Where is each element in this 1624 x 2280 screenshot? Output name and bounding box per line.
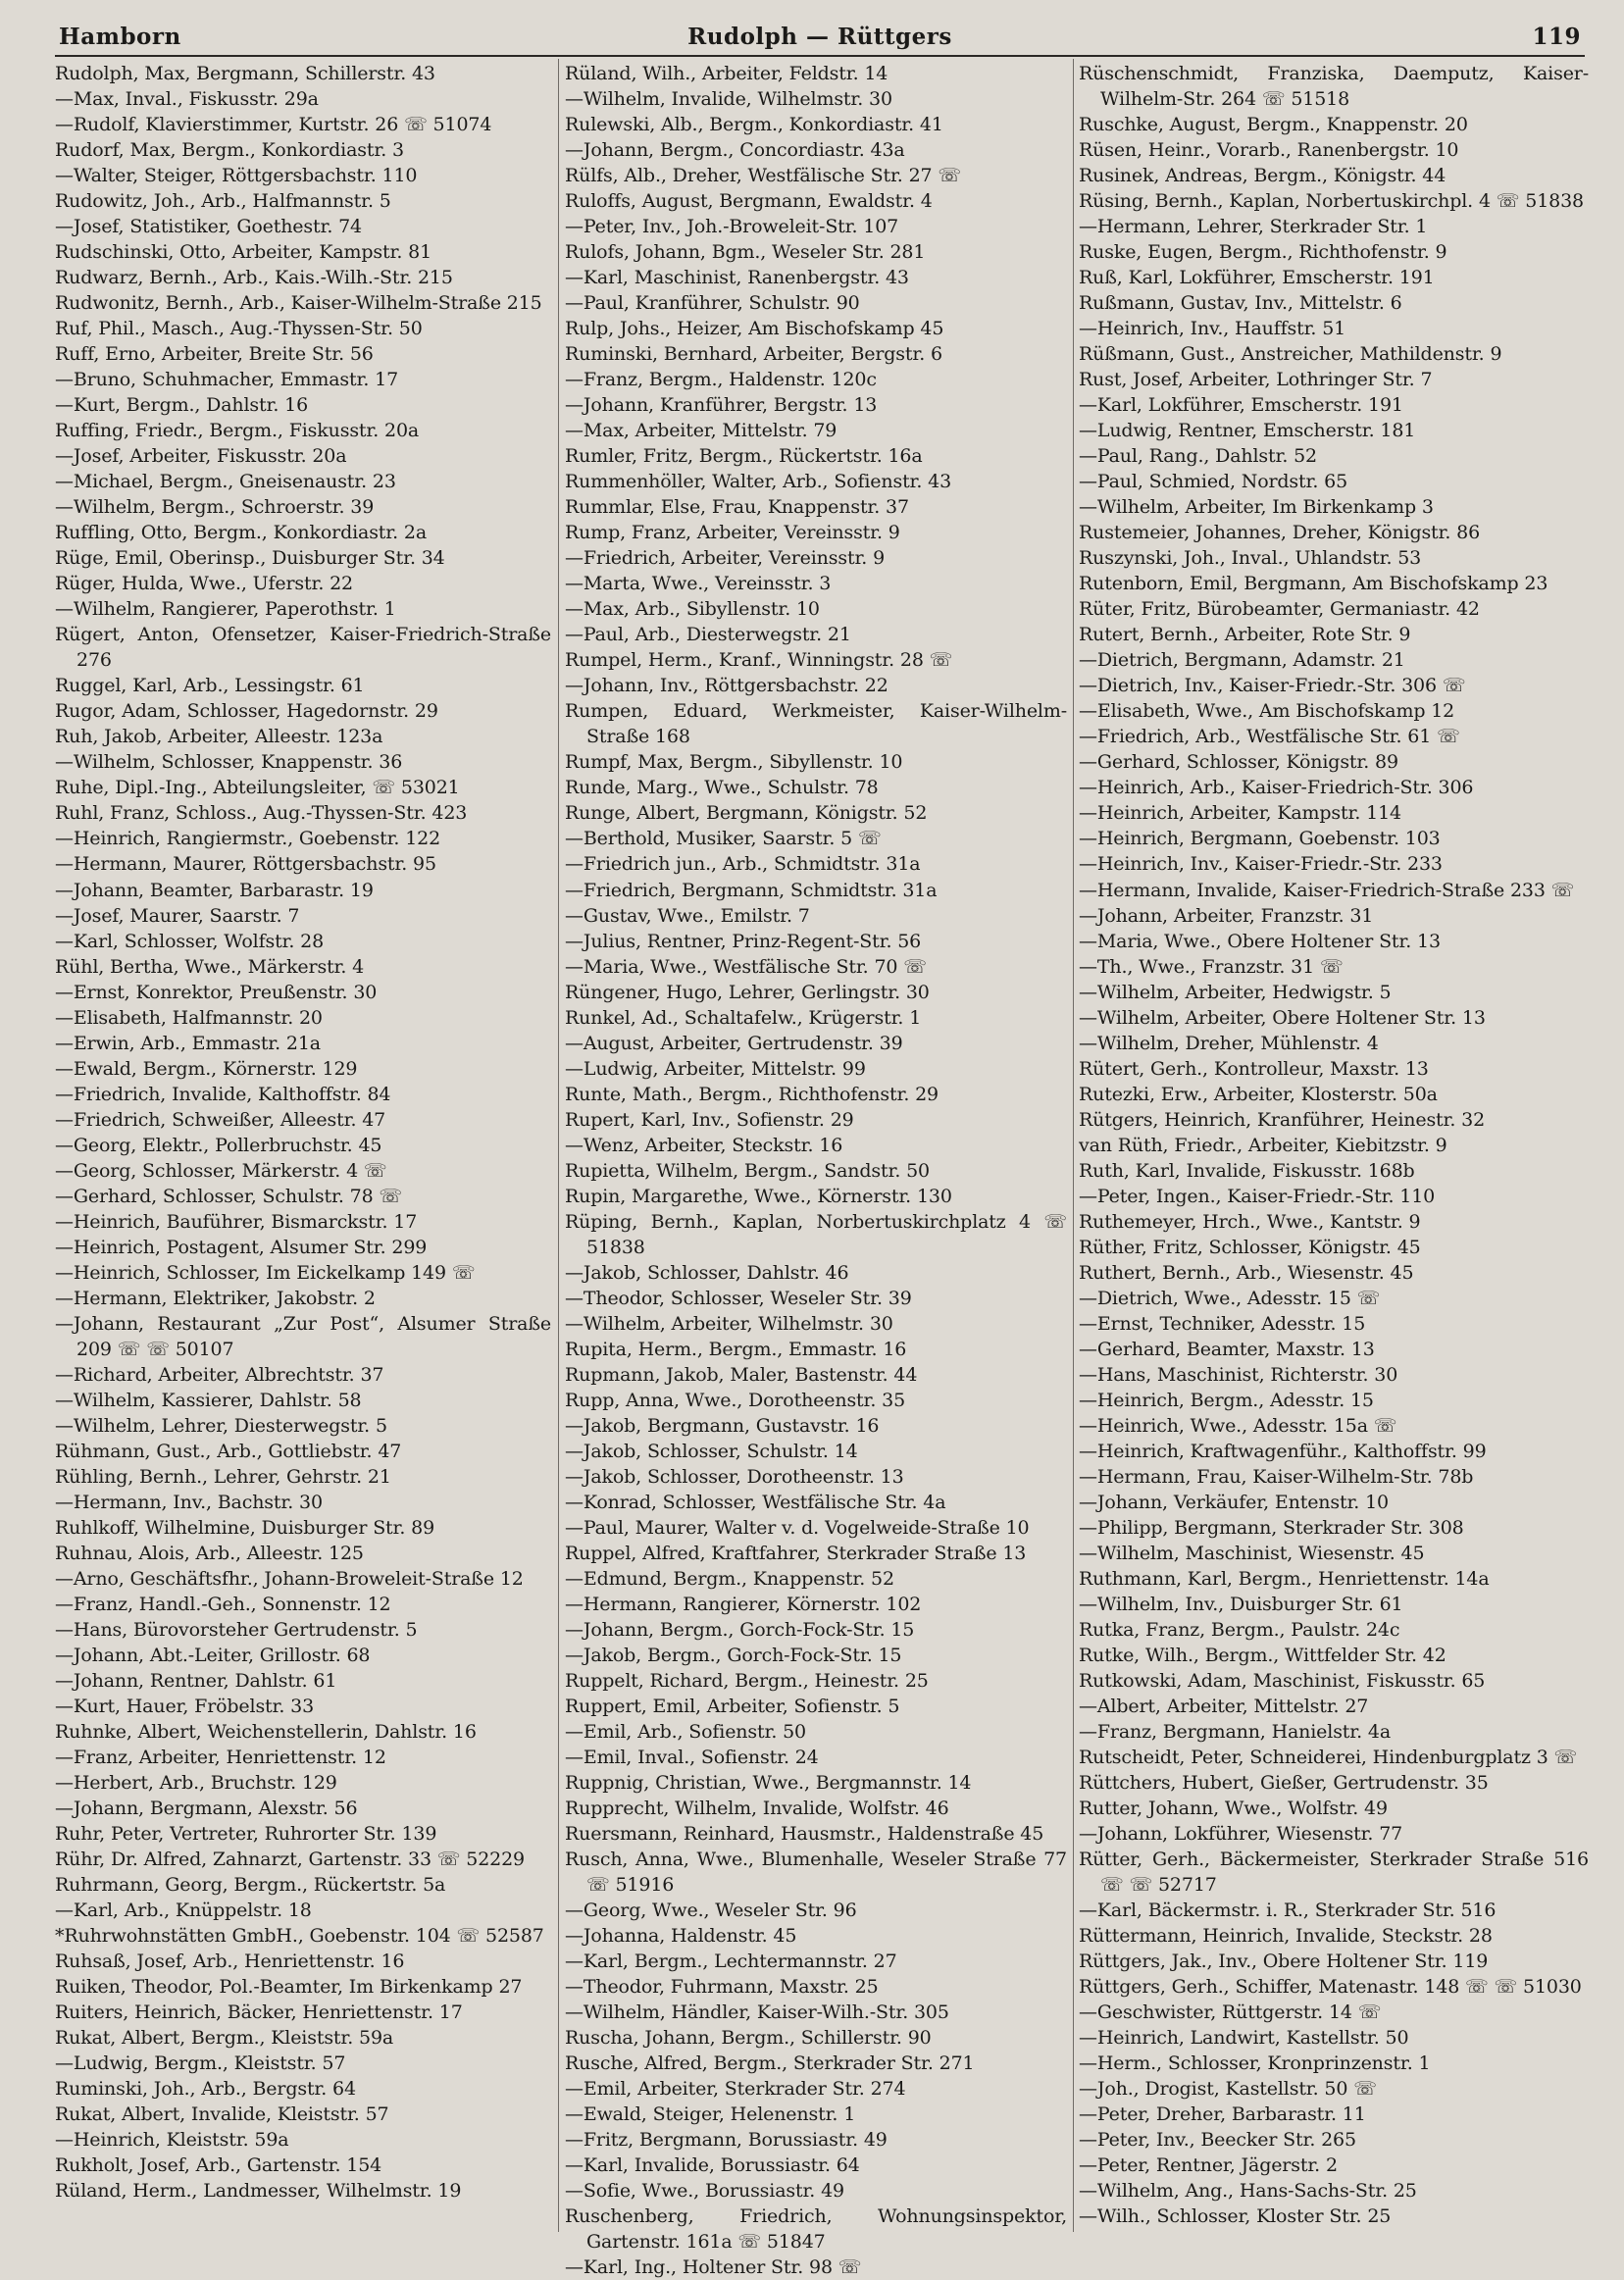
directory-entry: Rupmann, Jakob, Maler, Bastenstr. 44 — [565, 1363, 918, 1386]
directory-entry: —Johann, Bergm., Concordiastr. 43a — [565, 139, 905, 162]
directory-entry: —Karl, Bäckermstr. i. R., Sterkrader Str. 516 — [1079, 1900, 1497, 1922]
directory-entry: Ruhr, Peter, Vertreter, Ruhrorter Str. 139 — [55, 1823, 437, 1846]
directory-entry: —Hermann, Invalide, Kaiser-Friedrich-Straße 233 ☏ — [1079, 879, 1575, 901]
directory-entry: Rulp, Johs., Heizer, Am Bischofskamp 45 — [565, 318, 944, 340]
directory-entry: —Herm., Schlosser, Kronprinzenstr. 1 — [1079, 2052, 1431, 2075]
directory-entry: —Wilhelm, Händler, Kaiser-Wilh.-Str. 305 — [565, 2001, 949, 2024]
directory-entry: Rukholt, Josef, Arb., Gartenstr. 154 — [55, 2154, 382, 2177]
directory-entry: —Wilhelm, Arbeiter, Hedwigstr. 5 — [1079, 981, 1392, 1003]
directory-entry: Rulofs, Johann, Bgm., Weseler Str. 281 — [565, 241, 926, 264]
directory-entry: —Johann, Restaurant „Zur Post“, Alsumer Straße 209 ☏ ☏ 50107 — [55, 1312, 551, 1360]
directory-entry: Rüttchers, Hubert, Gießer, Gertrudenstr. 35 — [1079, 1772, 1489, 1795]
directory-entry: Ruminski, Joh., Arb., Bergstr. 64 — [55, 2078, 356, 2101]
directory-entry: Rüttermann, Heinrich, Invalide, Steckstr. 28 — [1079, 1925, 1493, 1948]
directory-entry: —Ernst, Konrektor, Preußenstr. 30 — [55, 981, 378, 1003]
directory-entry: —Hermann, Elektriker, Jakobstr. 2 — [55, 1287, 376, 1309]
directory-entry: —Richard, Arbeiter, Albrechtstr. 37 — [55, 1363, 384, 1386]
directory-entry: —Johanna, Haldenstr. 45 — [565, 1925, 797, 1948]
directory-entry: —Johann, Bergm., Gorch-Fock-Str. 15 — [565, 1618, 915, 1641]
directory-entry: —Wilh., Schlosser, Kloster Str. 25 — [1079, 2205, 1392, 2228]
directory-entry: Rüschenschmidt, Franziska, Daemputz, Kaiser-Wilhelm-Str. 264 ☏ 51518 — [1079, 63, 1589, 111]
running-head-name-range: Rudolph — Rüttgers — [687, 24, 952, 50]
directory-entry: Rüther, Fritz, Schlosser, Königstr. 45 — [1079, 1236, 1421, 1258]
directory-entry: —Gustav, Wwe., Emilstr. 7 — [565, 904, 810, 927]
directory-entry: —Dietrich, Bergmann, Adamstr. 21 — [1079, 649, 1405, 672]
directory-entry: —Jakob, Schlosser, Schulstr. 14 — [565, 1440, 858, 1462]
directory-entry: —Heinrich, Bergm., Adesstr. 15 — [1079, 1389, 1374, 1411]
directory-entry: —Johann, Beamter, Barbarastr. 19 — [55, 879, 374, 901]
directory-entry: —Dietrich, Wwe., Adesstr. 15 ☏ — [1079, 1287, 1381, 1309]
directory-entry: —Karl, Bergm., Lechtermannstr. 27 — [565, 1951, 897, 1973]
directory-entry: Rutenborn, Emil, Bergmann, Am Bischofskamp 23 — [1079, 573, 1548, 595]
directory-entry: Rüttgers, Jak., Inv., Obere Holtener Str. 119 — [1079, 1951, 1489, 1973]
directory-entry: Rutscheidt, Peter, Schneiderei, Hindenburgplatz 3 ☏ — [1079, 1747, 1578, 1769]
directory-entry: —Wilhelm, Rangierer, Paperothstr. 1 — [55, 598, 396, 621]
directory-entry: —Emil, Arbeiter, Sterkrader Str. 274 — [565, 2078, 906, 2101]
directory-entry: —Hermann, Lehrer, Sterkrader Str. 1 — [1079, 216, 1428, 238]
directory-entry: —Josef, Statistiker, Goethestr. 74 — [55, 216, 362, 238]
directory-entry: Rütgers, Heinrich, Kranführer, Heinestr. 32 — [1079, 1108, 1486, 1131]
directory-entry: Rüping, Bernh., Kaplan, Norbertuskirchplatz 4 ☏ 51838 — [565, 1210, 1067, 1258]
directory-entry: —Elisabeth, Wwe., Am Bischofskamp 12 — [1079, 700, 1455, 723]
directory-entry: Rutezki, Erw., Arbeiter, Klosterstr. 50a — [1079, 1083, 1438, 1105]
directory-entry: Rutkowski, Adam, Maschinist, Fiskusstr. 65 — [1079, 1669, 1486, 1692]
directory-entry: Ruß, Karl, Lokführer, Emscherstr. 191 — [1079, 267, 1435, 289]
directory-entry: —Heinrich, Bergmann, Goebenstr. 103 — [1079, 828, 1441, 850]
directory-entry: —Gerhard, Beamter, Maxstr. 13 — [1079, 1338, 1375, 1360]
directory-entry: —Maria, Wwe., Obere Holtener Str. 13 — [1079, 930, 1441, 952]
directory-entry: —Marta, Wwe., Vereinsstr. 3 — [565, 573, 832, 595]
directory-entry: Ruh, Jakob, Arbeiter, Alleestr. 123a — [55, 726, 383, 748]
directory-entry: —Wilhelm, Arbeiter, Im Birkenkamp 3 — [1079, 496, 1434, 519]
directory-entry: —Franz, Bergm., Haldenstr. 120c — [565, 369, 877, 391]
directory-entry: —Geschwister, Rüttgerstr. 14 ☏ — [1079, 2001, 1382, 2024]
directory-entry: Ruhlkoff, Wilhelmine, Duisburger Str. 89 — [55, 1516, 435, 1539]
directory-entry: —Wilhelm, Ang., Hans-Sachs-Str. 25 — [1079, 2180, 1417, 2203]
directory-entry: —Julius, Rentner, Prinz-Regent-Str. 56 — [565, 930, 922, 952]
directory-entry: —Hans, Maschinist, Richterstr. 30 — [1079, 1363, 1398, 1386]
directory-entry: —Karl, Lokführer, Emscherstr. 191 — [1079, 394, 1403, 417]
column-divider — [1073, 59, 1074, 2232]
directory-entry: —Johann, Lokführer, Wiesenstr. 77 — [1079, 1823, 1403, 1846]
directory-entry: —Jakob, Bergm., Gorch-Fock-Str. 15 — [565, 1644, 902, 1666]
directory-entry: —Georg, Schlosser, Märkerstr. 4 ☏ — [55, 1159, 387, 1182]
column-divider — [558, 59, 559, 2232]
running-head-location: Hamborn — [59, 24, 181, 50]
directory-entry: Ruthmann, Karl, Bergm., Henriettenstr. 14a — [1079, 1567, 1490, 1590]
directory-entry: —Heinrich, Inv., Hauffstr. 51 — [1079, 318, 1346, 340]
directory-entry: —Heinrich, Inv., Kaiser-Friedr.-Str. 233 — [1079, 853, 1443, 876]
directory-entry: Ruhe, Dipl.-Ing., Abteilungsleiter, ☏ 53021 — [55, 777, 460, 799]
directory-entry: —Georg, Elektr., Pollerbruchstr. 45 — [55, 1134, 382, 1156]
directory-entry: Rugor, Adam, Schlosser, Hagedornstr. 29 — [55, 700, 438, 723]
directory-entry: Rudwarz, Bernh., Arb., Kais.-Wilh.-Str. 215 — [55, 267, 453, 289]
directory-entry: —Jakob, Bergmann, Gustavstr. 16 — [565, 1414, 880, 1437]
directory-entry: —Theodor, Schlosser, Weseler Str. 39 — [565, 1287, 912, 1309]
directory-entry: —Wilhelm, Maschinist, Wiesenstr. 45 — [1079, 1542, 1425, 1564]
directory-entry: Rumpen, Eduard, Werkmeister, Kaiser-Wilhelm-Straße 168 — [565, 700, 1067, 748]
directory-entry: —Georg, Wwe., Weseler Str. 96 — [565, 1900, 857, 1922]
directory-entry: Runde, Marg., Wwe., Schulstr. 78 — [565, 777, 879, 799]
directory-entry: —Heinrich, Schlosser, Im Eickelkamp 149 ☏ — [55, 1261, 476, 1284]
directory-entry: —Joh., Drogist, Kastellstr. 50 ☏ — [1079, 2078, 1377, 2101]
directory-entry: Rudwonitz, Bernh., Arb., Kaiser-Wilhelm-Straße 215 — [55, 292, 542, 315]
directory-entry: —Paul, Rang., Dahlstr. 52 — [1079, 445, 1317, 468]
directory-entry: —Kurt, Hauer, Fröbelstr. 33 — [55, 1696, 315, 1717]
directory-entry: —Paul, Schmied, Nordstr. 65 — [1079, 471, 1348, 493]
directory-entry: Ruppelt, Richard, Bergm., Heinestr. 25 — [565, 1669, 929, 1692]
directory-entry: Rulewski, Alb., Bergm., Konkordiastr. 41 — [565, 114, 943, 136]
directory-entry: Rüsen, Heinr., Vorarb., Ranenbergstr. 10 — [1079, 139, 1459, 162]
directory-entry: —Johann, Bergmann, Alexstr. 56 — [55, 1798, 358, 1820]
directory-entry: —Johann, Arbeiter, Franzstr. 31 — [1079, 904, 1374, 927]
directory-entry: —Theodor, Fuhrmann, Maxstr. 25 — [565, 1976, 879, 1999]
directory-entry: —Wilhelm, Dreher, Mühlenstr. 4 — [1079, 1032, 1379, 1054]
directory-entry: —Erwin, Arb., Emmastr. 21a — [55, 1032, 321, 1054]
directory-entry: Rüland, Wilh., Arbeiter, Feldstr. 14 — [565, 63, 888, 84]
directory-entry: —Ludwig, Rentner, Emscherstr. 181 — [1079, 420, 1416, 442]
directory-entry: —Paul, Kranführer, Schulstr. 90 — [565, 292, 860, 315]
directory-entry: Rüger, Hulda, Wwe., Uferstr. 22 — [55, 573, 353, 595]
directory-entry: —Franz, Arbeiter, Henriettenstr. 12 — [55, 1747, 386, 1769]
directory-entry: —Heinrich, Kleiststr. 59a — [55, 2129, 289, 2152]
directory-entry: Ruffling, Otto, Bergm., Konkordiastr. 2a — [55, 522, 428, 544]
directory-entry: —Albert, Arbeiter, Mittelstr. 27 — [1079, 1696, 1369, 1717]
directory-entry: —Friedrich, Arbeiter, Vereinsstr. 9 — [565, 547, 886, 570]
directory-entry: —Friedrich, Bergmann, Schmidtstr. 31a — [565, 879, 938, 901]
directory-entry: Rumpf, Max, Bergm., Sibyllenstr. 10 — [565, 751, 903, 774]
directory-entry: Ruminski, Bernhard, Arbeiter, Bergstr. 6 — [565, 343, 942, 366]
directory-entry: —Wilhelm, Kassierer, Dahlstr. 58 — [55, 1389, 362, 1411]
directory-entry: —Wenz, Arbeiter, Steckstr. 16 — [565, 1134, 843, 1156]
directory-entry: —Johann, Abt.-Leiter, Grillostr. 68 — [55, 1644, 371, 1666]
directory-entry: Rühr, Dr. Alfred, Zahnarzt, Gartenstr. 33 ☏ 52229 — [55, 1849, 525, 1871]
directory-entry: Ruloffs, August, Bergmann, Ewaldstr. 4 — [565, 190, 933, 213]
directory-entry: —Karl, Ing., Holtener Str. 98 ☏ — [565, 2256, 862, 2279]
directory-entry: —Karl, Maschinist, Ranenbergstr. 43 — [565, 267, 909, 289]
directory-entry: —Herbert, Arb., Bruchstr. 129 — [55, 1772, 337, 1795]
directory-entry: —Max, Arbeiter, Mittelstr. 79 — [565, 420, 837, 442]
directory-entry: —Hermann, Rangierer, Körnerstr. 102 — [565, 1593, 922, 1615]
directory-entry: —Peter, Inv., Beecker Str. 265 — [1079, 2129, 1356, 2152]
directory-entry: Rump, Franz, Arbeiter, Vereinsstr. 9 — [565, 522, 900, 544]
directory-entry: —Wilhelm, Schlosser, Knappenstr. 36 — [55, 751, 403, 774]
directory-entry: —Max, Inval., Fiskusstr. 29a — [55, 88, 319, 111]
directory-entry: Rusche, Alfred, Bergm., Sterkrader Str. 271 — [565, 2052, 975, 2075]
directory-entry: Ruhl, Franz, Schloss., Aug.-Thyssen-Str. 423 — [55, 802, 468, 825]
directory-entry: Ruth, Karl, Invalide, Fiskusstr. 168b — [1079, 1159, 1415, 1182]
directory-entry: Ruff, Erno, Arbeiter, Breite Str. 56 — [55, 343, 374, 366]
directory-entry: —Hans, Bürovorsteher Gertrudenstr. 5 — [55, 1618, 418, 1641]
directory-entry: Ruppert, Emil, Arbeiter, Sofienstr. 5 — [565, 1696, 900, 1717]
directory-entry: Rukat, Albert, Bergm., Kleiststr. 59a — [55, 2027, 394, 2050]
directory-entry: Rußmann, Gustav, Inv., Mittelstr. 6 — [1079, 292, 1402, 315]
directory-entry: —Elisabeth, Halfmannstr. 20 — [55, 1006, 323, 1029]
directory-entry: —Wilhelm, Arbeiter, Obere Holtener Str. 13 — [1079, 1006, 1486, 1029]
directory-entry: Ruske, Eugen, Bergm., Richthofenstr. 9 — [1079, 241, 1447, 264]
directory-entry: Rusinek, Andreas, Bergm., Königstr. 44 — [1079, 165, 1446, 187]
directory-entry: —Rudolf, Klavierstimmer, Kurtstr. 26 ☏ 51074 — [55, 114, 492, 136]
directory-entry: Rüland, Herm., Landmesser, Wilhelmstr. 19 — [55, 2180, 462, 2203]
directory-entry: —Ludwig, Bergm., Kleiststr. 57 — [55, 2052, 346, 2075]
page-number: 119 — [1532, 24, 1581, 50]
directory-entry: —Max, Arb., Sibyllenstr. 10 — [565, 598, 820, 621]
directory-entry: Rüttgers, Gerh., Schiffer, Matenastr. 148 ☏ ☏ 51030 — [1079, 1976, 1582, 1999]
directory-entry: Rüter, Fritz, Bürobeamter, Germaniastr. 42 — [1079, 598, 1480, 621]
directory-entry: —Hermann, Inv., Bachstr. 30 — [55, 1491, 323, 1513]
directory-entry: Rülfs, Alb., Dreher, Westfälische Str. 27 ☏ — [565, 165, 961, 187]
directory-entry: Ruggel, Karl, Arb., Lessingstr. 61 — [55, 675, 365, 697]
directory-entry: —Wilhelm, Lehrer, Diesterwegstr. 5 — [55, 1414, 387, 1437]
directory-entry: —Karl, Invalide, Borussiastr. 64 — [565, 2154, 860, 2177]
directory-column-right — [1079, 61, 1589, 2230]
directory-entry: —Emil, Inval., Sofienstr. 24 — [565, 1747, 819, 1769]
directory-entry: —Th., Wwe., Franzstr. 31 ☏ — [1079, 955, 1344, 978]
directory-entry: Rudolph, Max, Bergmann, Schillerstr. 43 — [55, 63, 435, 84]
directory-column-left — [55, 61, 551, 2230]
directory-entry: —Peter, Inv., Joh.-Broweleit-Str. 107 — [565, 216, 899, 238]
directory-entry: —Sofie, Wwe., Borussiastr. 49 — [565, 2180, 844, 2203]
directory-entry: Rühmann, Gust., Arb., Gottliebstr. 47 — [55, 1440, 402, 1462]
directory-entry: Rusch, Anna, Wwe., Blumenhalle, Weseler Straße 77 ☏ 51916 — [565, 1849, 1067, 1897]
directory-entry: —Gerhard, Schlosser, Schulstr. 78 ☏ — [55, 1185, 403, 1207]
directory-entry: Rütter, Gerh., Bäckermeister, Sterkrader Straße 516 ☏ ☏ 52717 — [1079, 1849, 1589, 1897]
directory-entry: —Gerhard, Schlosser, Königstr. 89 — [1079, 751, 1398, 774]
directory-entry: —Wilhelm, Inv., Duisburger Str. 61 — [1079, 1593, 1403, 1615]
directory-entry: —Heinrich, Arb., Kaiser-Friedrich-Str. 306 — [1079, 777, 1474, 799]
directory-entry: Rudowitz, Joh., Arb., Halfmannstr. 5 — [55, 190, 391, 213]
directory-entry: —Arno, Geschäftsfhr., Johann-Broweleit-Straße 12 — [55, 1567, 524, 1590]
directory-entry: —Peter, Rentner, Jägerstr. 2 — [1079, 2154, 1338, 2177]
directory-entry: —Heinrich, Landwirt, Kastellstr. 50 — [1079, 2027, 1409, 2050]
directory-entry: Ruffing, Friedr., Bergm., Fiskusstr. 20a — [55, 420, 420, 442]
directory-entry: —Emil, Arb., Sofienstr. 50 — [565, 1721, 806, 1744]
directory-entry: —Peter, Dreher, Barbarastr. 11 — [1079, 2103, 1366, 2126]
directory-entry: —Josef, Maurer, Saarstr. 7 — [55, 904, 300, 927]
directory-entry: —Ewald, Bergm., Körnerstr. 129 — [55, 1057, 358, 1080]
directory-entry: Rüngener, Hugo, Lehrer, Gerlingstr. 30 — [565, 981, 930, 1003]
directory-entry: Rüsing, Bernh., Kaplan, Norbertuskirchpl. 4 ☏ 51838 — [1079, 190, 1584, 213]
directory-entry: —Walter, Steiger, Röttgersbachstr. 110 — [55, 165, 418, 187]
directory-entry: —Friedrich, Invalide, Kalthoffstr. 84 — [55, 1083, 391, 1105]
directory-entry: —Franz, Handl.-Geh., Sonnenstr. 12 — [55, 1593, 391, 1615]
directory-entry: van Rüth, Friedr., Arbeiter, Kiebitzstr. 9 — [1079, 1134, 1447, 1156]
directory-entry: —Paul, Maurer, Walter v. d. Vogelweide-Straße 10 — [565, 1516, 1030, 1539]
directory-entry: —Heinrich, Postagent, Alsumer Str. 299 — [55, 1236, 428, 1258]
directory-entry: —Jakob, Schlosser, Dorotheenstr. 13 — [565, 1465, 904, 1488]
directory-entry: —Ewald, Steiger, Helenenstr. 1 — [565, 2103, 856, 2126]
directory-entry: Rupp, Anna, Wwe., Dorotheenstr. 35 — [565, 1389, 906, 1411]
directory-entry: —Karl, Arb., Knüppelstr. 18 — [55, 1900, 312, 1922]
directory-entry: Rudorf, Max, Bergm., Konkordiastr. 3 — [55, 139, 404, 162]
directory-entry: Rutter, Johann, Wwe., Wolfstr. 49 — [1079, 1798, 1388, 1820]
directory-entry: Rupprecht, Wilhelm, Invalide, Wolfstr. 46 — [565, 1798, 949, 1820]
directory-entry: Ruhsaß, Josef, Arb., Henriettenstr. 16 — [55, 1951, 405, 1973]
directory-entry: Ruschenberg, Friedrich, Wohnungsinspektor, Gartenstr. 161a ☏ 51847 — [565, 2205, 1067, 2254]
directory-entry: —Johann, Kranführer, Bergstr. 13 — [565, 394, 878, 417]
page-header — [55, 18, 1585, 57]
directory-entry: Rupita, Herm., Bergm., Emmastr. 16 — [565, 1338, 907, 1360]
directory-entry: —Friedrich, Arb., Westfälische Str. 61 ☏ — [1079, 726, 1460, 748]
directory-entry: Rühl, Bertha, Wwe., Märkerstr. 4 — [55, 955, 365, 978]
directory-entry: Rupert, Karl, Inv., Sofienstr. 29 — [565, 1108, 854, 1131]
directory-entry: Ruppel, Alfred, Kraftfahrer, Sterkrader Straße 13 — [565, 1542, 1027, 1564]
directory-entry: Rutke, Wilh., Bergm., Wittfelder Str. 42 — [1079, 1644, 1446, 1666]
directory-entry: Rüßmann, Gust., Anstreicher, Mathildenstr. 9 — [1079, 343, 1502, 366]
directory-entry: Rumler, Fritz, Bergm., Rückertstr. 16a — [565, 445, 923, 468]
directory-entry: —Friedrich, Schweißer, Alleestr. 47 — [55, 1108, 386, 1131]
directory-entry: —Johann, Verkäufer, Entenstr. 10 — [1079, 1491, 1389, 1513]
directory-entry: Runkel, Ad., Schaltafelw., Krügerstr. 1 — [565, 1006, 922, 1029]
directory-entry: —Wilhelm, Arbeiter, Wilhelmstr. 30 — [565, 1312, 893, 1335]
directory-entry: Ruhnau, Alois, Arb., Alleestr. 125 — [55, 1542, 364, 1564]
directory-entry: —Edmund, Bergm., Knappenstr. 52 — [565, 1567, 894, 1590]
directory-entry: Runge, Albert, Bergmann, Königstr. 52 — [565, 802, 928, 825]
directory-entry: Rumpel, Herm., Kranf., Winningstr. 28 ☏ — [565, 649, 953, 672]
directory-entry: —Wilhelm, Bergm., Schroerstr. 39 — [55, 496, 375, 519]
directory-entry: Rustemeier, Johannes, Dreher, Königstr. 86 — [1079, 522, 1481, 544]
directory-entry: Ruszynski, Joh., Inval., Uhlandstr. 53 — [1079, 547, 1422, 570]
directory-entry: —August, Arbeiter, Gertrudenstr. 39 — [565, 1032, 903, 1054]
directory-entry: —Friedrich jun., Arb., Schmidtstr. 31a — [565, 853, 921, 876]
directory-entry: —Fritz, Bergmann, Borussiastr. 49 — [565, 2129, 888, 2152]
directory-entry: Rust, Josef, Arbeiter, Lothringer Str. 7 — [1079, 369, 1433, 391]
directory-entry: Rügert, Anton, Ofensetzer, Kaiser-Friedrich-Straße 276 — [55, 624, 551, 672]
directory-entry: —Bruno, Schuhmacher, Emmastr. 17 — [55, 369, 399, 391]
directory-column-middle — [565, 61, 1067, 2279]
directory-entry: Ruf, Phil., Masch., Aug.-Thyssen-Str. 50 — [55, 318, 423, 340]
directory-entry: —Josef, Arbeiter, Fiskusstr. 20a — [55, 445, 347, 468]
directory-entry: Rudschinski, Otto, Arbeiter, Kampstr. 81 — [55, 241, 432, 264]
directory-entry: —Ludwig, Arbeiter, Mittelstr. 99 — [565, 1057, 866, 1080]
directory-entry: —Hermann, Frau, Kaiser-Wilhelm-Str. 78b — [1079, 1465, 1474, 1488]
directory-entry: —Kurt, Bergm., Dahlstr. 16 — [55, 394, 309, 417]
directory-entry: Rüge, Emil, Oberinsp., Duisburger Str. 34 — [55, 547, 445, 570]
directory-entry: Ruiters, Heinrich, Bäcker, Henriettenstr. 17 — [55, 2001, 463, 2024]
directory-entry: —Michael, Bergm., Gneisenaustr. 23 — [55, 471, 396, 493]
directory-entry: —Jakob, Schlosser, Dahlstr. 46 — [565, 1261, 849, 1284]
directory-entry: —Heinrich, Bauführer, Bismarckstr. 17 — [55, 1210, 418, 1233]
directory-entry: Rühling, Bernh., Lehrer, Gehrstr. 21 — [55, 1465, 391, 1488]
directory-entry: Ruppnig, Christian, Wwe., Bergmannstr. 14 — [565, 1772, 972, 1795]
directory-entry: —Hermann, Maurer, Röttgersbachstr. 95 — [55, 853, 436, 876]
directory-entry: —Peter, Ingen., Kaiser-Friedr.-Str. 110 — [1079, 1185, 1436, 1207]
directory-entry: Ruthert, Bernh., Arb., Wiesenstr. 45 — [1079, 1261, 1414, 1284]
directory-entry: —Heinrich, Rangiermstr., Goebenstr. 122 — [55, 828, 441, 850]
directory-entry: Rummlar, Else, Frau, Knappenstr. 37 — [565, 496, 909, 519]
directory-entry: —Johann, Inv., Röttgersbachstr. 22 — [565, 675, 888, 697]
directory-entry: Rütert, Gerh., Kontrolleur, Maxstr. 13 — [1079, 1057, 1429, 1080]
directory-entry: Ruscha, Johann, Bergm., Schillerstr. 90 — [565, 2027, 932, 2050]
directory-entry: —Philipp, Bergmann, Sterkrader Str. 308 — [1079, 1516, 1464, 1539]
directory-entry: Ruhrmann, Georg, Bergm., Rückertstr. 5a — [55, 1874, 446, 1897]
directory-entry: Ruthemeyer, Hrch., Wwe., Kantstr. 9 — [1079, 1210, 1421, 1233]
directory-entry: Rukat, Albert, Invalide, Kleiststr. 57 — [55, 2103, 389, 2126]
directory-entry: Ruhnke, Albert, Weichenstellerin, Dahlstr. 16 — [55, 1721, 477, 1744]
directory-entry: Runte, Math., Bergm., Richthofenstr. 29 — [565, 1083, 939, 1105]
directory-entry: —Paul, Arb., Diesterwegstr. 21 — [565, 624, 851, 646]
directory-entry: —Berthold, Musiker, Saarstr. 5 ☏ — [565, 828, 882, 850]
directory-entry: —Franz, Bergmann, Hanielstr. 4a — [1079, 1721, 1392, 1744]
directory-entry: Rupin, Margarethe, Wwe., Körnerstr. 130 — [565, 1185, 952, 1207]
directory-entry: Rutert, Bernh., Arbeiter, Rote Str. 9 — [1079, 624, 1411, 646]
directory-entry: *Ruhrwohnstätten GmbH., Goebenstr. 104 ☏ 52587 — [55, 1925, 544, 1948]
directory-entry: —Heinrich, Wwe., Adesstr. 15a ☏ — [1079, 1414, 1397, 1437]
directory-entry: —Heinrich, Arbeiter, Kampstr. 114 — [1079, 802, 1401, 825]
directory-entry: Ruiken, Theodor, Pol.-Beamter, Im Birkenkamp 27 — [55, 1976, 523, 1999]
directory-entry: —Dietrich, Inv., Kaiser-Friedr.-Str. 306 ☏ — [1079, 675, 1466, 697]
directory-entry: —Ernst, Techniker, Adesstr. 15 — [1079, 1312, 1366, 1335]
directory-entry: —Karl, Schlosser, Wolfstr. 28 — [55, 930, 325, 952]
directory-entry: —Konrad, Schlosser, Westfälische Str. 4a — [565, 1491, 946, 1513]
directory-entry: —Johann, Rentner, Dahlstr. 61 — [55, 1669, 337, 1692]
directory-entry: —Maria, Wwe., Westfälische Str. 70 ☏ — [565, 955, 927, 978]
directory-entry: Rutka, Franz, Bergm., Paulstr. 24c — [1079, 1618, 1400, 1641]
directory-entry: Ruschke, August, Bergm., Knappenstr. 20 — [1079, 114, 1468, 136]
directory-entry: Ruersmann, Reinhard, Hausmstr., Haldenstraße 45 — [565, 1823, 1044, 1846]
directory-entry: Rummenhöller, Walter, Arb., Sofienstr. 43 — [565, 471, 952, 493]
directory-entry: —Wilhelm, Invalide, Wilhelmstr. 30 — [565, 88, 892, 111]
directory-entry: Rupietta, Wilhelm, Bergm., Sandstr. 50 — [565, 1159, 930, 1182]
directory-entry: —Heinrich, Kraftwagenführ., Kalthoffstr. 99 — [1079, 1440, 1487, 1462]
